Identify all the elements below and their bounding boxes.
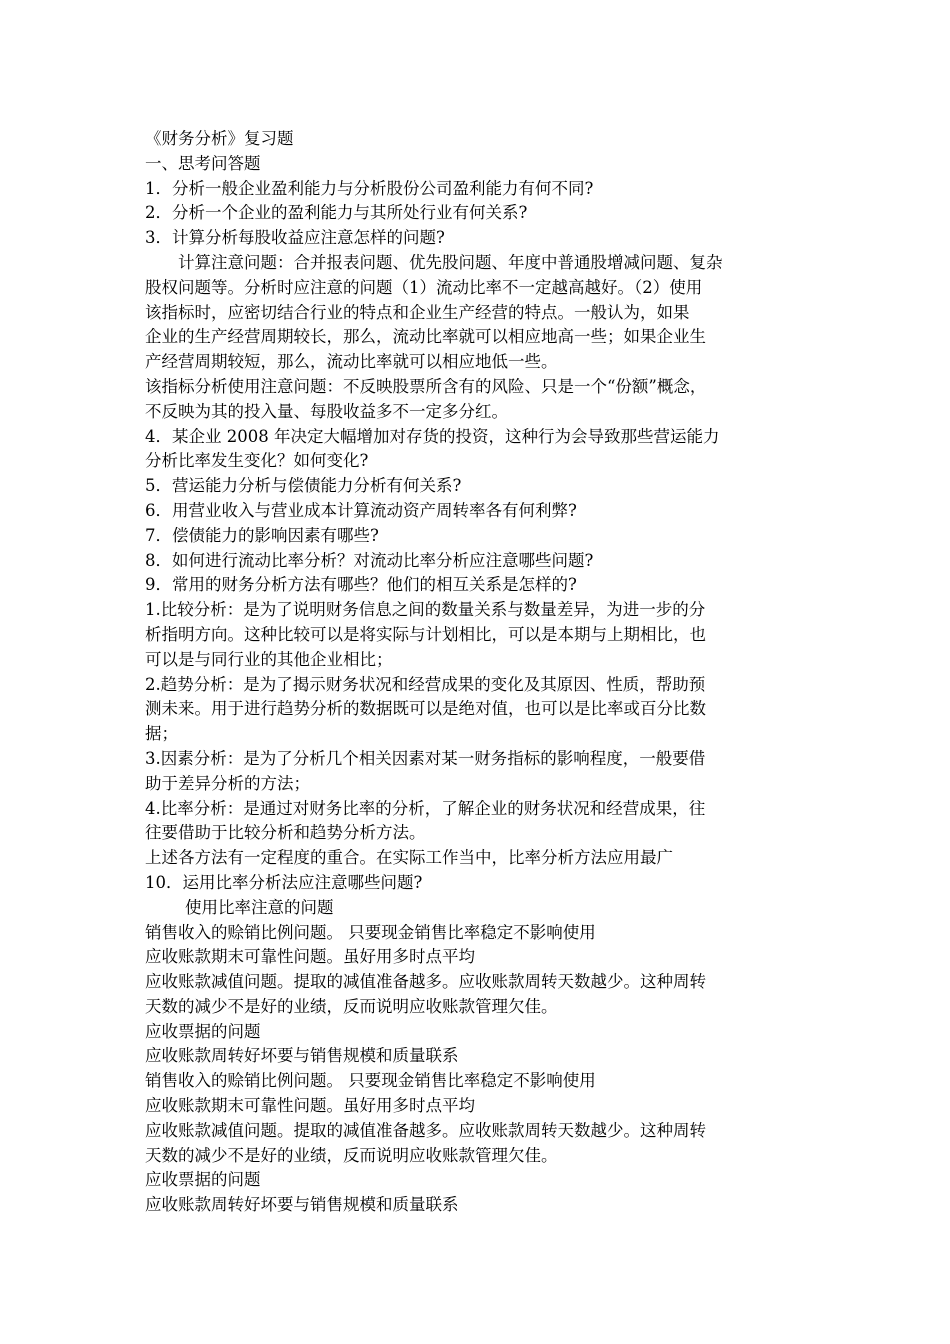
answer-9-trend: 据； (145, 724, 178, 744)
question-2: 2．分析一个企业的盈利能力与其所处行业有何关系? (145, 203, 528, 223)
answer-9-comparison: 析指明方向。这种比较可以是将实际与计划相比，可以是本期与上期相比，也 (145, 624, 706, 644)
section-heading: 一、思考问答题 (145, 153, 261, 173)
answer-10-heading: 使用比率注意的问题 (185, 897, 334, 917)
answer-3-line: 该指标时，应密切结合行业的特点和企业生产经营的特点。一般认为，如果 (145, 302, 690, 322)
answer-3-line: 企业的生产经营周期较长，那么，流动比率就可以相应地高一些；如果企业生 (145, 327, 706, 347)
answer-10-item: 天数的减少不是好的业绩，反而说明应收账款管理欠佳。 (145, 1145, 558, 1165)
answer-10-item: 销售收入的赊销比例问题。 只要现金销售比率稳定不影响使用 (145, 1071, 596, 1091)
answer-10-item: 销售收入的赊销比例问题。 只要现金销售比率稳定不影响使用 (145, 922, 596, 942)
answer-10-item: 天数的减少不是好的业绩，反而说明应收账款管理欠佳。 (145, 996, 558, 1016)
answer-10-item: 应收账款减值问题。提取的减值准备越多。应收账款周转天数越少。这种周转 (145, 1120, 706, 1140)
answer-10-item: 应收账款期末可靠性问题。虽好用多时点平均 (145, 1096, 475, 1116)
question-3: 3．计算分析每股收益应注意怎样的问题? (145, 228, 445, 248)
answer-10-item: 应收账款期末可靠性问题。虽好用多时点平均 (145, 947, 475, 967)
question-8: 8．如何进行流动比率分析？对流动比率分析应注意哪些问题? (145, 550, 594, 570)
document-title: 《财务分析》复习题 (145, 129, 294, 148)
answer-3-line: 产经营周期较短，那么，流动比率就可以相应地低一些。 (145, 352, 558, 372)
answer-9-comparison: 1.比较分析：是为了说明财务信息之间的数量关系与数量差异，为进一步的分 (145, 600, 706, 620)
answer-9-factor: 助于差异分析的方法； (145, 773, 310, 793)
answer-10-item: 应收账款周转好坏要与销售规模和质量联系 (145, 1046, 459, 1066)
answer-9-comparison: 可以是与同行业的其他企业相比； (145, 649, 393, 669)
question-4: 4．某企业 2008 年决定大幅增加对存货的投资，这种行为会导致那些营运能力 (145, 426, 720, 446)
question-9: 9．常用的财务分析方法有哪些？他们的相互关系是怎样的? (145, 575, 577, 595)
answer-9-ratio: 往要借助于比较分析和趋势分析方法。 (145, 823, 426, 843)
answer-9-trend: 测未来。用于进行趋势分析的数据既可以是绝对值，也可以是比率或百分比数 (145, 699, 706, 719)
question-1: 1．分析一般企业盈利能力与分析股份公司盈利能力有何不同? (145, 178, 594, 198)
question-7: 7．偿债能力的影响因素有哪些? (145, 525, 379, 545)
answer-10-item: 应收账款减值问题。提取的减值准备越多。应收账款周转天数越少。这种周转 (145, 972, 706, 992)
answer-9-ratio: 4.比率分析：是通过对财务比率的分析，了解企业的财务状况和经营成果，往 (145, 798, 706, 818)
answer-10-item: 应收票据的问题 (145, 1021, 261, 1041)
question-5: 5．营运能力分析与偿债能力分析有何关系? (145, 476, 462, 496)
answer-9-summary: 上述各方法有一定程度的重合。在实际工作当中，比率分析方法应用最广 (145, 848, 673, 868)
question-6: 6．用营业收入与营业成本计算流动资产周转率各有何利弊? (145, 500, 577, 520)
question-4-cont: 分析比率发生变化？如何变化? (145, 451, 369, 471)
question-10: 10．运用比率分析法应注意哪些问题? (145, 872, 423, 892)
answer-3-line: 不反映为其的投入量、每股收益多不一定多分红。 (145, 401, 508, 421)
answer-3-line: 股权问题等。分析时应注意的问题（1）流动比率不一定越高越好。（2）使用 (145, 277, 703, 297)
document-page (145, 127, 813, 1218)
answer-3-line: 计算注意问题：合并报表问题、优先股问题、年度中普通股增减问题、复杂 (178, 252, 723, 272)
answer-9-trend: 2.趋势分析：是为了揭示财务状况和经营成果的变化及其原因、性质，帮助预 (145, 674, 706, 694)
answer-9-factor: 3.因素分析：是为了分析几个相关因素对某一财务指标的影响程度，一般要借 (145, 748, 706, 768)
answer-3-line: 该指标分析使用注意问题：不反映股票所含有的风险、只是一个“份额”概念， (145, 376, 707, 396)
answer-10-item: 应收账款周转好坏要与销售规模和质量联系 (145, 1195, 459, 1215)
answer-10-item: 应收票据的问题 (145, 1170, 261, 1190)
